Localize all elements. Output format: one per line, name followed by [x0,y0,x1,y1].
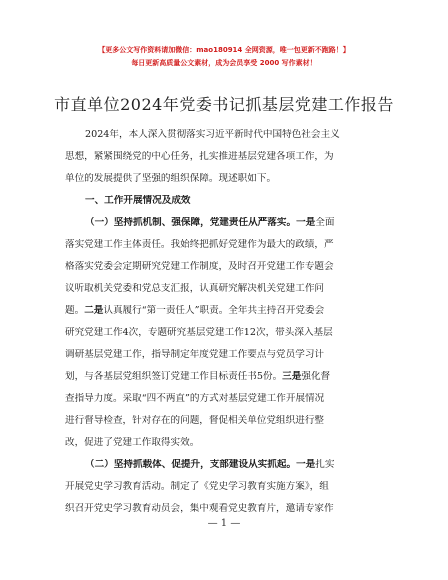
body-line [65,437,387,449]
text-run: 进行督导检查，针对存在的问题，督促相关单位党组织进行整 [65,415,325,426]
document-title: 市直单位2024年党委书记抓基层党建工作报告 [54,95,394,114]
text-run: 格落实党委会定期研究党建工作制度，及时召开党建工作专题会 [65,261,334,272]
text-run: 题。 [65,305,85,316]
text-run: 议听取机关党委和党总支汇报，认真研究解决机关党建工作问 [65,283,325,294]
body-line [65,305,387,317]
text-run: 落实党建工作主体责任。我始终把抓好党建作为最大的政绩，严 [65,239,334,250]
body-line [65,151,387,163]
bold-phrase: 三是 [282,371,302,382]
text-run: 开展党史学习教育活动。制定了《党史学习教育实施方案》，组 [65,481,329,492]
text-run: 2024年，本人深入贯彻落实习近平新时代中国特色社会主义 [85,129,340,140]
body-line [65,481,387,493]
text-run: 单位的发展提供了坚强的组织保障。现述职如下。 [65,173,277,184]
body-line [65,371,387,383]
body-line [65,173,387,185]
body-line [65,129,407,141]
body-line [65,349,387,361]
text-run: 改，促进了党建工作取得实效。 [65,437,200,448]
text-run: 织召开党史学习教育动员会，集中观看党史教育片，邀请专家作 [65,503,334,514]
text-run: 认真履行“第一责任人”职责。全年共主持召开党委会 [103,305,325,316]
text-run: 一、工作开展情况及成效 [85,195,191,206]
text-run: 全面 [315,217,335,228]
bold-phrase: （一）坚持抓机制、强保障，党建责任从严落实。 [85,217,297,228]
body-line [65,459,407,471]
text-run: 扎实 [315,459,335,470]
text-run: 强化督 [301,371,331,382]
bold-phrase: 一是 [296,217,316,228]
body-line [65,415,387,427]
body-line [65,239,387,251]
promo-banner-line-2: 每日更新高质量公文素材，成为会员享受 2000 写作素材！ [131,59,317,67]
text-run: 思想，紧紧围绕党的中心任务，扎实推进基层党建各项工作，为 [65,151,334,162]
body-line [65,503,387,515]
bold-phrase: （二）坚持抓载体、促提升，支部建设从实抓起。 [85,459,297,470]
bold-phrase: 二是 [84,305,104,316]
text-run: 划，与各基层党组织签订党建工作目标责任书5份。 [65,371,283,382]
text-run: 查指导力度。采取“四不两直”的方式对基层党建工作开展情况 [65,393,325,404]
bold-phrase: 一是 [296,459,316,470]
body-line [65,217,407,229]
body-line [65,393,387,405]
text-run: 研究党建工作4次，专题研究基层党建工作12次，带头深入基层 [65,327,333,338]
body-line [65,327,387,339]
body-line [65,261,387,273]
section-heading [65,195,407,207]
body-line [65,283,387,295]
page-number: — 1 — [207,518,241,529]
text-run: 调研基层党建工作，指导制定年度党建工作要点与党员学习计 [65,349,325,360]
promo-banner-line-1: 【更多公文写作资料请加微信：mao180914 全网资源，唯一包更新不跑路！】 [98,46,350,54]
